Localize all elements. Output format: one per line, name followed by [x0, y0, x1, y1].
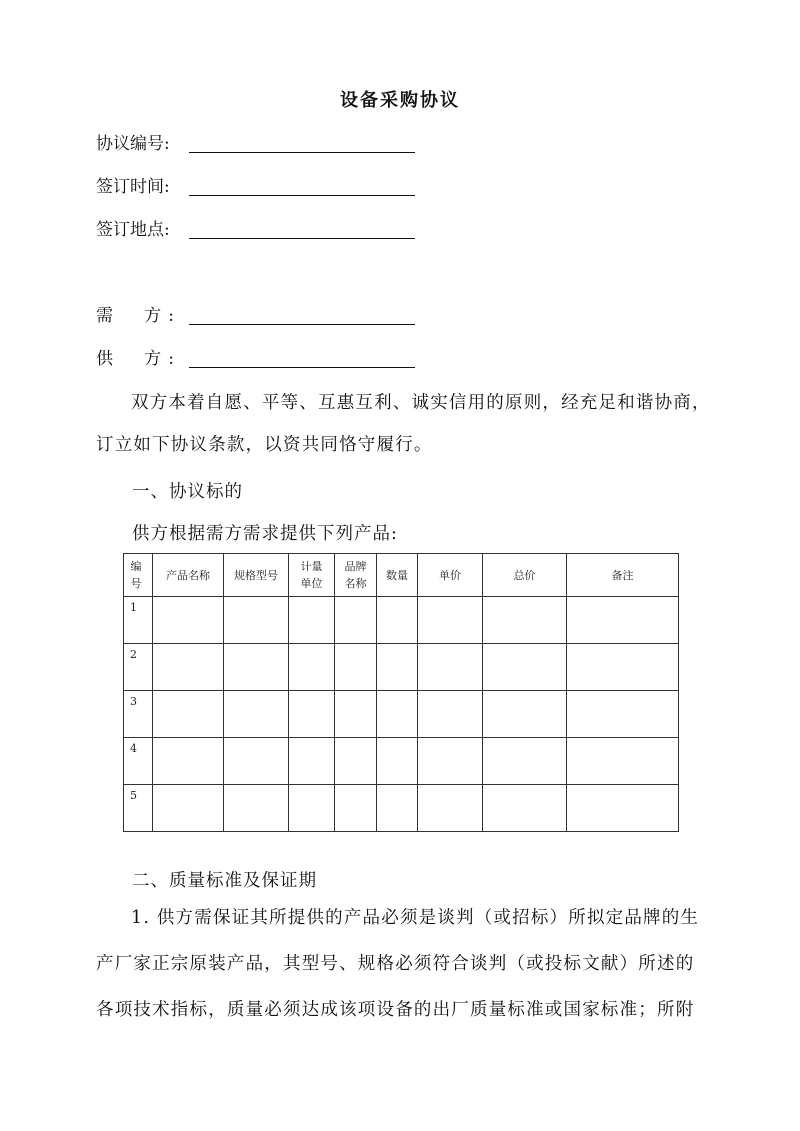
table-cell[interactable]: [567, 597, 679, 644]
field-label: 供 方:: [96, 349, 174, 369]
buyer-field: [96, 304, 174, 328]
quality-line: 各项技术指标，质量必须达成该项设备的出厂质量标准或国家标准；所附: [96, 1000, 695, 1020]
col-header: 编号: [124, 554, 153, 597]
table-header-row: [124, 554, 679, 597]
product-table: [123, 553, 679, 832]
col-header: 单价: [418, 554, 483, 597]
table-row: [124, 785, 679, 832]
field-label: 需 方:: [96, 306, 174, 326]
table-cell[interactable]: [418, 785, 483, 832]
table-cell[interactable]: [289, 785, 335, 832]
table-row: [124, 644, 679, 691]
table-cell[interactable]: [335, 597, 377, 644]
row-number: 4: [124, 738, 153, 785]
document-title: 设备采购协议: [340, 90, 460, 111]
table-cell[interactable]: [418, 691, 483, 738]
blank-line: [189, 367, 415, 368]
col-header: 总价: [483, 554, 567, 597]
row-number: 1: [124, 597, 153, 644]
table-cell[interactable]: [224, 644, 289, 691]
intro-paragraph: [96, 382, 716, 466]
table-cell[interactable]: [224, 597, 289, 644]
table-cell[interactable]: [483, 738, 567, 785]
blank-line: [189, 195, 415, 196]
table-cell[interactable]: [289, 691, 335, 738]
signing-place-field: [96, 218, 170, 242]
table-cell[interactable]: [567, 738, 679, 785]
section-lead: 供方根据需方需求提供下列产品:: [132, 524, 398, 544]
col-header: 产品名称: [153, 554, 224, 597]
blank-line: [189, 238, 415, 239]
table-cell[interactable]: [418, 644, 483, 691]
quality-line: 产厂家正宗原装产品，其型号、规格必须符合谈判（或投标文献）所述的: [96, 954, 695, 974]
table-cell[interactable]: [377, 597, 418, 644]
col-header: 数量: [377, 554, 418, 597]
table-cell[interactable]: [289, 644, 335, 691]
col-header: 规格型号: [224, 554, 289, 597]
table-cell[interactable]: [335, 691, 377, 738]
table-row: [124, 597, 679, 644]
table-cell[interactable]: [153, 644, 224, 691]
field-label: 协议编号:: [96, 134, 170, 154]
table-cell[interactable]: [335, 738, 377, 785]
quality-line: 1. 供方需保证其所提供的产品必须是谈判（或招标）所拟定品牌的生: [131, 908, 700, 928]
table-cell[interactable]: [418, 738, 483, 785]
col-header: 计量单位: [289, 554, 335, 597]
field-label: 签订时间:: [96, 177, 170, 197]
row-number: 2: [124, 644, 153, 691]
table-cell[interactable]: [567, 691, 679, 738]
intro-line: 订立如下协议条款，以资共同恪守履行。: [96, 435, 433, 455]
table-cell[interactable]: [483, 644, 567, 691]
table-cell[interactable]: [224, 738, 289, 785]
table-cell[interactable]: [377, 738, 418, 785]
col-header: 品牌名称: [335, 554, 377, 597]
section-heading: 二、质量标准及保证期: [132, 871, 317, 891]
table-cell[interactable]: [377, 691, 418, 738]
table-row: [124, 691, 679, 738]
table-cell[interactable]: [224, 691, 289, 738]
table-cell[interactable]: [483, 691, 567, 738]
table-cell[interactable]: [153, 691, 224, 738]
table-cell[interactable]: [335, 644, 377, 691]
supplier-field: [96, 347, 174, 371]
agreement-number-field: [96, 132, 170, 156]
section-heading: 一、协议标的: [132, 482, 243, 502]
table-cell[interactable]: [483, 785, 567, 832]
col-header: 备注: [567, 554, 679, 597]
table-cell[interactable]: [483, 597, 567, 644]
row-number: 3: [124, 691, 153, 738]
table-cell[interactable]: [289, 597, 335, 644]
table-cell[interactable]: [335, 785, 377, 832]
table-cell[interactable]: [567, 644, 679, 691]
table-cell[interactable]: [418, 597, 483, 644]
table-cell[interactable]: [153, 597, 224, 644]
signing-time-field: [96, 175, 170, 199]
table-cell[interactable]: [153, 785, 224, 832]
table-cell[interactable]: [224, 785, 289, 832]
table-cell[interactable]: [153, 738, 224, 785]
table-cell[interactable]: [377, 785, 418, 832]
blank-line: [189, 152, 415, 153]
table-cell[interactable]: [567, 785, 679, 832]
table-cell[interactable]: [289, 738, 335, 785]
intro-line: 双方本着自愿、平等、互惠互利、诚实信用的原则，经充足和谐协商，: [131, 393, 711, 413]
table-cell[interactable]: [377, 644, 418, 691]
field-label: 签订地点:: [96, 220, 170, 240]
row-number: 5: [124, 785, 153, 832]
table-row: [124, 738, 679, 785]
quality-paragraph: [96, 897, 716, 1031]
blank-line: [189, 324, 415, 325]
